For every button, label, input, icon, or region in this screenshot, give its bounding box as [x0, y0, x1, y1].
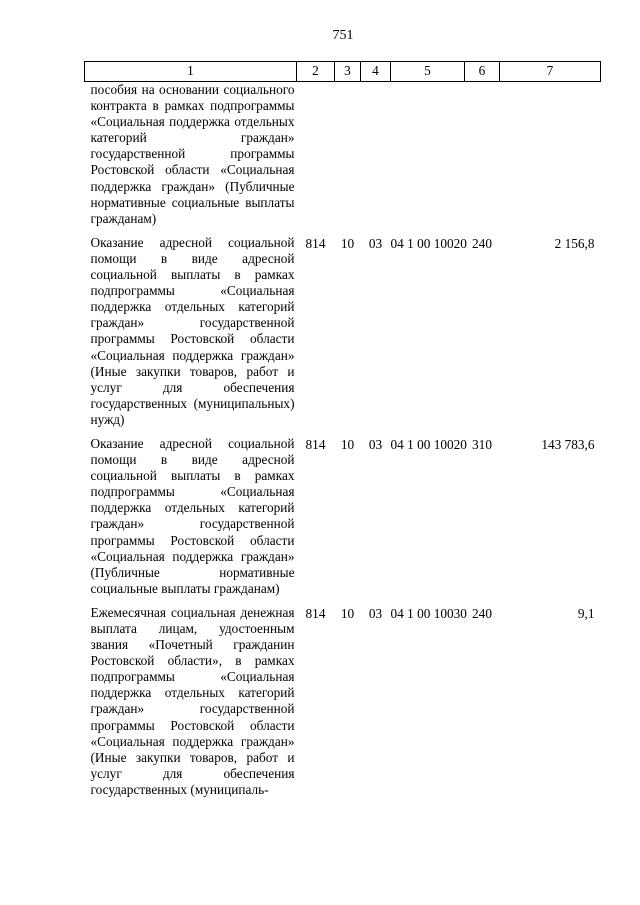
column-header-3: 3 [335, 62, 361, 82]
row-expense-type: 240 [472, 235, 492, 251]
row-amount: 2 156,8 [554, 235, 595, 251]
row-ministry-code [297, 82, 335, 235]
row-amount: 143 783,6 [541, 436, 595, 452]
row-expense-type [465, 82, 500, 235]
row-section-code: 10 [340, 235, 355, 251]
row-description: пособия на основании социального контракта в рамках подпрограммы «Социальная поддержка отдельных категорий граждан» государственной программы Ростовской области «Социальная поддержка граждан» (Публичные нормативные социальные выплаты гражданам) [90, 82, 295, 226]
row-description: Оказание адресной социальной помощи в виде адресной социальной выплаты в рамках подпрограммы «Социальная поддержка отдельных категорий граждан» государственной программы Ростовской области «Социальная поддержка граждан» (Публичные нормативные социальные выплаты гражданам) [90, 435, 295, 596]
row-section-code [335, 82, 361, 235]
row-subsection-code [361, 82, 391, 235]
column-header-1: 1 [85, 62, 297, 82]
column-header-6: 6 [465, 62, 500, 82]
column-header-4: 4 [361, 62, 391, 82]
column-header-2: 2 [297, 62, 335, 82]
row-ministry-code: 814 [305, 605, 326, 621]
row-section-code: 10 [340, 605, 355, 621]
column-header-5: 5 [391, 62, 465, 82]
row-amount: 9,1 [577, 605, 595, 621]
row-target-article: 04 1 00 10030 [390, 605, 467, 621]
row-target-article [391, 82, 465, 235]
row-amount [500, 82, 601, 235]
page-number: 751 [332, 28, 354, 43]
row-target-article: 04 1 00 10020 [390, 436, 467, 452]
row-subsection-code: 03 [368, 436, 383, 452]
row-ministry-code: 814 [305, 235, 326, 251]
table-row [85, 436, 601, 605]
row-description: Оказание адресной социальной помощи в виде адресной социальной выплаты в рамках подпрограммы «Социальная поддержка отдельных категорий граждан» государственной программы Ростовской области «Социальная поддержка граждан» (Иные закупки товаров, работ и услуг для обеспечения государственных (муниципальных) нужд) [90, 234, 295, 427]
table-row [85, 235, 601, 436]
row-subsection-code: 03 [368, 605, 383, 621]
row-subsection-code: 03 [368, 235, 383, 251]
row-ministry-code: 814 [305, 436, 326, 452]
row-expense-type: 310 [472, 436, 492, 452]
table-row [85, 82, 601, 235]
row-target-article: 04 1 00 10020 [390, 235, 467, 251]
row-section-code: 10 [340, 436, 355, 452]
row-description: Ежемесячная социальная денежная выплата лицам, удостоенным звания «Почетный гражданин Ростовской области», в рамках подпрограммы «Социальная поддержка отдельных категорий граждан» государственной программы Ростовской области «Социальная поддержка граждан» (Иные закупки товаров, работ и услуг для обеспечения государственных (муниципаль- [90, 604, 295, 797]
table-row [85, 605, 601, 806]
row-expense-type: 240 [472, 605, 492, 621]
table-header-row [85, 62, 601, 82]
column-header-7: 7 [500, 62, 601, 82]
budget-table [84, 61, 601, 806]
